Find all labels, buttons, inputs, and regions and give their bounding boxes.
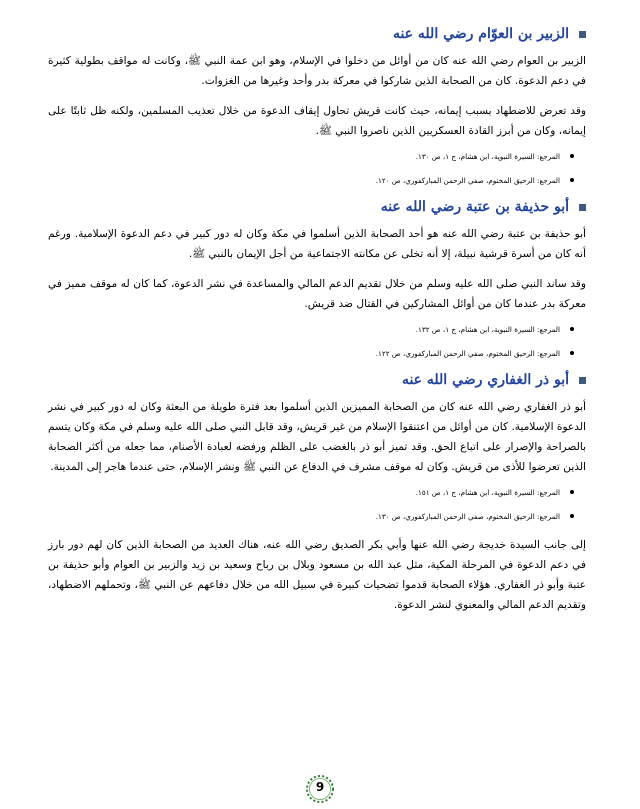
section-title: أبو حذيفة بن عتبة رضي الله عنه xyxy=(380,199,569,215)
reference-item: المرجع: السيرة النبوية، ابن هشام، ج ١، ص ١٣٠. xyxy=(48,151,560,162)
square-bullet-icon xyxy=(579,31,586,38)
section-heading-abu-dharr xyxy=(48,372,586,388)
paragraph: الزبير بن العوام رضي الله عنه كان من أوائل من دخلوا في الإسلام، وهو ابن عمة النبي ﷺ، وكانت له مواقف بطولية كثيرة في دعم الدعوة. كان من الصحابة الذين شاركوا في معركة بدر وأحد وغيرها من الغزوات. xyxy=(48,55,586,87)
paragraph: وقد ساند النبي صلى الله عليه وسلم من خلال تقديم الدعم المالي والمساعدة في نشر الدعوة، كما كان له موقف مميز في معركة بدر عندما كان من أوائل المشاركين في القتال ضد قريش. xyxy=(48,278,586,310)
reference-item: المرجع: السيرة النبوية، ابن هشام، ج ١، ص ١٥١. xyxy=(48,487,560,498)
reference-list xyxy=(48,151,586,186)
reference-item: المرجع: السيرة النبوية، ابن هشام، ج ١، ص ١٣٢. xyxy=(48,324,560,335)
section-heading-abu-hudhayfa xyxy=(48,199,586,215)
reference-list xyxy=(48,324,586,359)
page-footer xyxy=(0,773,640,805)
closing-paragraph: إلى جانب السيدة خديجة رضي الله عنها وأبي بكر الصديق رضي الله عنه، هناك العديد من الصحابة الذين كان لهم دور بارز في دعم الدعوة في المرحلة المكية، مثل عبد الله بن مسعود وبلال بن رباح وسعيد بن زيد والزبير بن العوام وأبو حذيفة بن عتبة وأبو ذر الغفاري. هؤلاء الصحابة قدموا تضحيات كبيرة في سبيل الله من خلال دفاعهم عن النبي ﷺ، وتحملهم الاضطهاد، وتقديم الدعم المالي والمعنوي لنشر الدعوة. xyxy=(48,539,586,611)
square-bullet-icon xyxy=(579,377,586,384)
reference-list xyxy=(48,487,586,522)
page-content xyxy=(48,26,586,625)
reference-item: المرجع: الرحيق المختوم، صفي الرحمن المباركفوري، ص ١٢٢. xyxy=(48,348,560,359)
reference-item: المرجع: الرحيق المختوم، صفي الرحمن المباركفوري، ص ١٢٠. xyxy=(48,175,560,186)
square-bullet-icon xyxy=(579,204,586,211)
section-title: أبو ذر الغفاري رضي الله عنه xyxy=(401,372,569,388)
paragraph: أبو ذر الغفاري رضي الله عنه كان من الصحابة المميزين الذين أسلموا بعد فترة طويلة من البعثة وكان له دور كبير في نشر الدعوة الإسلامية. كان من أوائل من اعتنقوا الإسلام من غير قريش، وقد قابل النبي صلى الله عليه وسلم في مكة وكان يتسم بالصراحة والإصرار على اتباع الحق. وقد تميز أبو ذر بالغضب على الظلم ورفضه لعبادة الأصنام، مما جعله من أكثر الصحابة الذين تعرضوا للأذى من قريش. وكان له موقف مشرف في الدفاع عن النبي ﷺ ونشر الإسلام، حتى عندما هاجر إلى المدينة. xyxy=(48,401,586,473)
reference-item: المرجع: الرحيق المختوم، صفي الرحمن المباركفوري، ص ١٣٠. xyxy=(48,511,560,522)
section-title: الزبير بن العوّام رضي الله عنه xyxy=(392,26,569,42)
paragraph: وقد تعرض للاضطهاد بسبب إيمانه، حيث كانت قريش تحاول إيقاف الدعوة من خلال تعذيب المسلمين، ولكنه ظل ثابتًا على إيمانه، وكان من أبرز القادة العسكريين الذين ناصروا النبي ﷺ. xyxy=(48,105,586,137)
page-number: 9 xyxy=(315,780,325,794)
page-number-badge xyxy=(304,773,336,805)
section-heading-zubair xyxy=(48,26,586,42)
paragraph: أبو حذيفة بن عتبة رضي الله عنه هو أحد الصحابة الذين أسلموا في مكة وكان له دور كبير في دعم الدعوة الإسلامية. ورغم أنه كان من أسرة قرشية نبيلة، إلا أنه تخلى عن مكانته الاجتماعية من أجل الإيمان بالنبي ﷺ. xyxy=(48,228,586,260)
